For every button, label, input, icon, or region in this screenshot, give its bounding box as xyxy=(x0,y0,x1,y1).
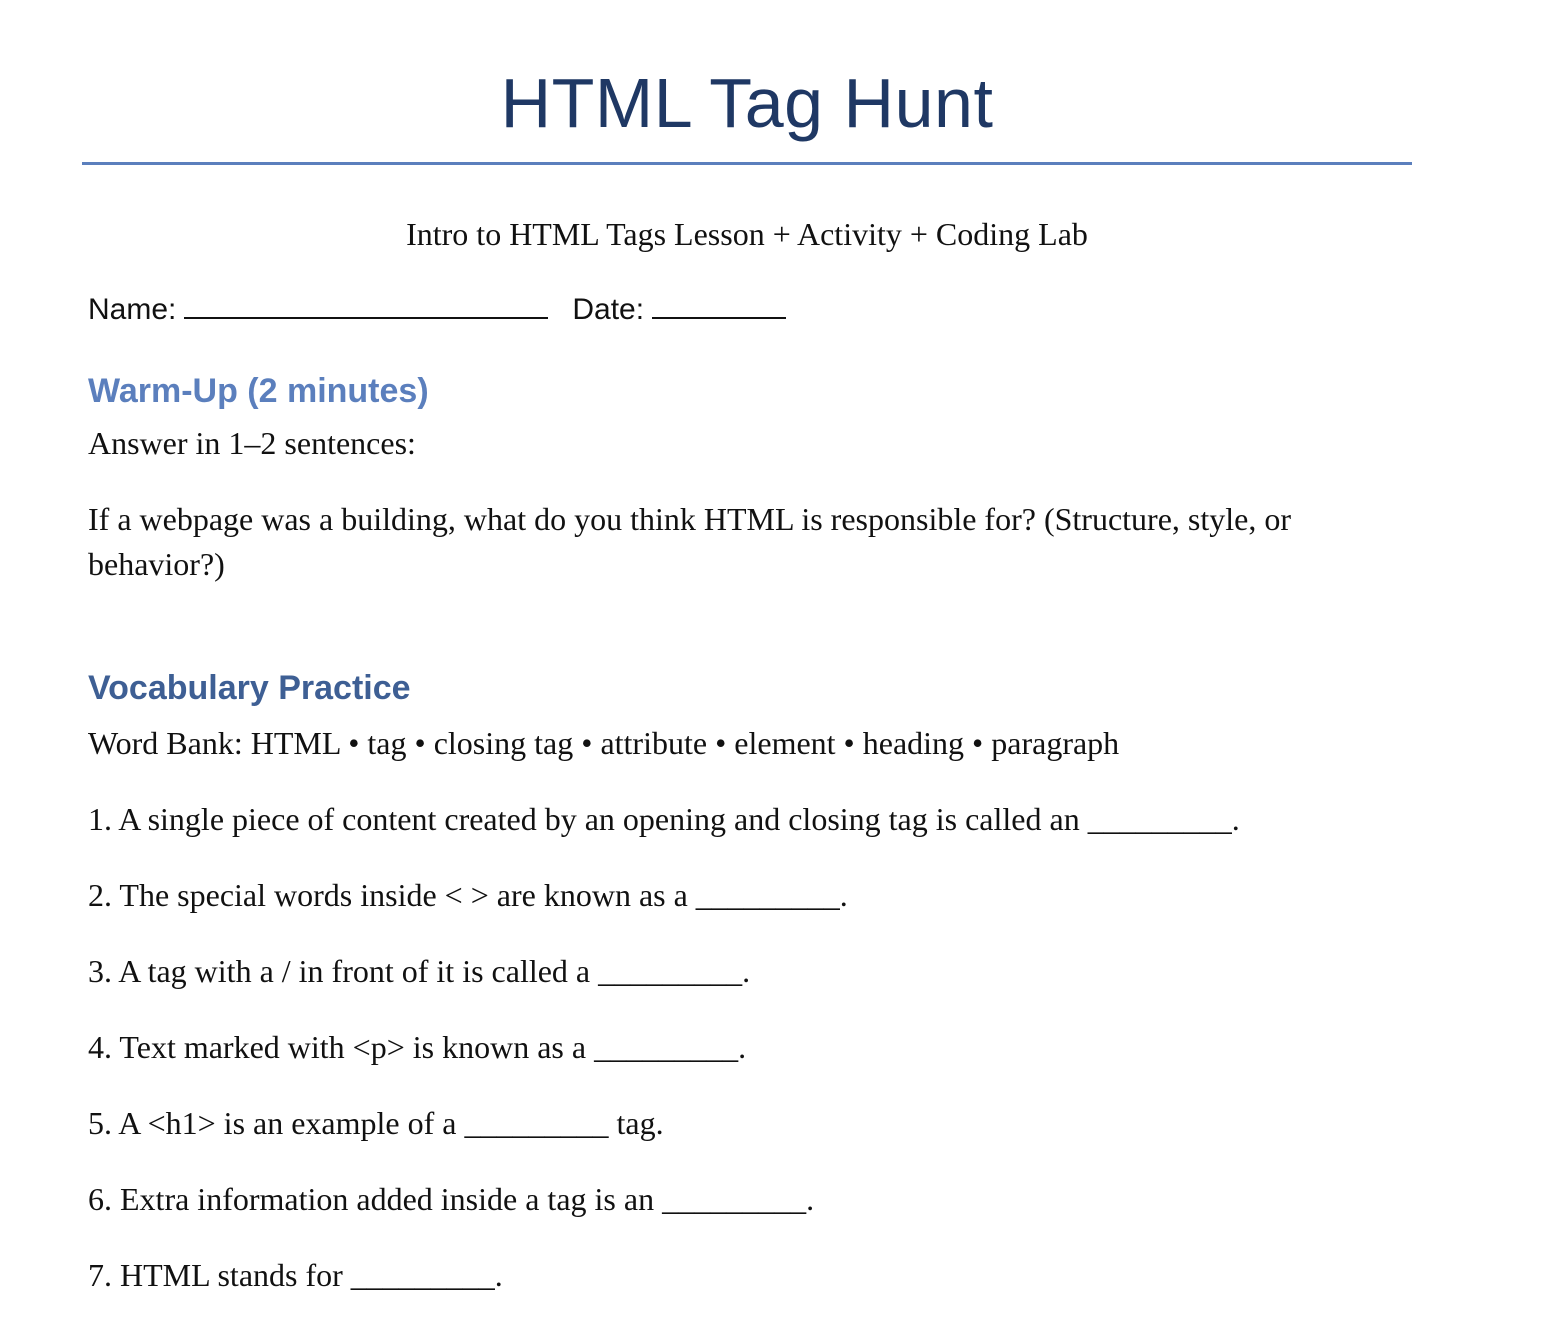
date-blank xyxy=(652,291,786,319)
vocab-question-4: 4. Text marked with <p> is known as a _________. xyxy=(88,1029,747,1065)
title-divider xyxy=(82,162,1412,165)
vocab-heading: Vocabulary Practice xyxy=(88,669,411,707)
warmup-question: If a webpage was a building, what do you think HTML is responsible for? (Structure, style, or behavior?) xyxy=(88,501,1291,582)
name-label: Name: xyxy=(88,293,177,326)
vocab-question-3: 3. A tag with a / in front of it is called a _________. xyxy=(88,953,751,989)
vocab-question-1: 1. A single piece of content created by an opening and closing tag is called an _________. xyxy=(88,801,1240,837)
vocab-question-5: 5. A <h1> is an example of a _________ tag. xyxy=(88,1105,664,1141)
warmup-instruction: Answer in 1–2 sentences: xyxy=(88,425,416,461)
vocab-question-2: 2. The special words inside < > are known as a _________. xyxy=(88,877,848,913)
name-date-line xyxy=(88,288,786,332)
warmup-heading: Warm-Up (2 minutes) xyxy=(88,372,429,410)
page-subtitle: Intro to HTML Tags Lesson + Activity + Coding Lab xyxy=(406,216,1088,252)
name-blank xyxy=(184,291,548,319)
page-title: HTML Tag Hunt xyxy=(500,64,994,142)
word-bank: Word Bank: HTML • tag • closing tag • attribute • element • heading • paragraph xyxy=(88,725,1120,761)
date-label: Date: xyxy=(572,293,645,326)
vocab-question-6: 6. Extra information added inside a tag is an _________. xyxy=(88,1181,815,1217)
vocab-question-7: 7. HTML stands for _________. xyxy=(88,1257,503,1293)
